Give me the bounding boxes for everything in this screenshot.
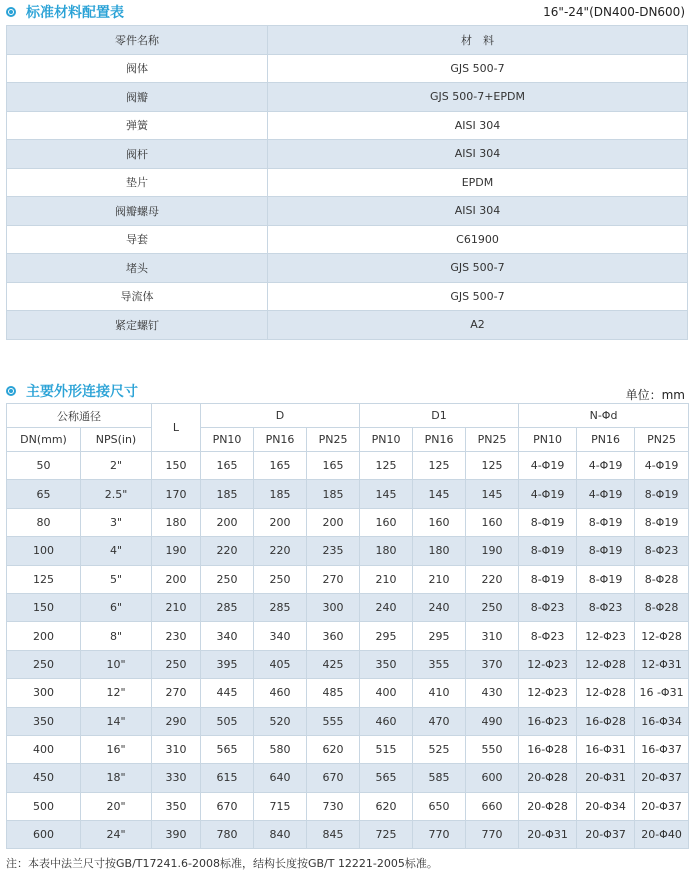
header-nominal-size: 公称通径 bbox=[7, 404, 152, 428]
table-cell: 650 bbox=[413, 792, 466, 820]
table-cell: 200 bbox=[201, 508, 254, 536]
table-cell: 405 bbox=[254, 650, 307, 678]
table-cell: 165 bbox=[254, 452, 307, 480]
table-cell: 520 bbox=[254, 707, 307, 735]
table-cell: 8-Φ19 bbox=[577, 508, 635, 536]
table-row bbox=[7, 792, 689, 820]
table-cell: 160 bbox=[360, 508, 413, 536]
subheader-n-pn10: PN10 bbox=[519, 428, 577, 452]
table-cell: 400 bbox=[360, 679, 413, 707]
col-header-material: 材 料 bbox=[268, 26, 688, 55]
table-cell: 185 bbox=[307, 480, 360, 508]
table-cell: 640 bbox=[254, 764, 307, 792]
table-cell: 220 bbox=[201, 537, 254, 565]
dimensions-table bbox=[6, 403, 689, 849]
table-cell: 125 bbox=[360, 452, 413, 480]
table-cell: 300 bbox=[307, 593, 360, 621]
table-cell: 180 bbox=[152, 508, 201, 536]
table-cell: 190 bbox=[152, 537, 201, 565]
table-cell: 185 bbox=[201, 480, 254, 508]
subheader-d-pn10: PN10 bbox=[201, 428, 254, 452]
part-name-cell: 阀体 bbox=[7, 54, 268, 83]
table-cell: 780 bbox=[201, 821, 254, 849]
table-cell: 170 bbox=[152, 480, 201, 508]
table-row bbox=[7, 54, 688, 83]
table-cell: 620 bbox=[360, 792, 413, 820]
table-cell: 5" bbox=[81, 565, 152, 593]
table-cell: 210 bbox=[413, 565, 466, 593]
table-cell: 16" bbox=[81, 735, 152, 763]
table-cell: 330 bbox=[152, 764, 201, 792]
table-cell: 395 bbox=[201, 650, 254, 678]
table-cell: 12-Φ23 bbox=[519, 650, 577, 678]
table-cell: 145 bbox=[466, 480, 519, 508]
table-cell: 8-Φ19 bbox=[635, 508, 689, 536]
table-cell: 310 bbox=[466, 622, 519, 650]
table-row bbox=[7, 593, 689, 621]
header-length: L bbox=[152, 404, 201, 452]
material-cell: GJS 500-7 bbox=[268, 254, 688, 283]
table-cell: 485 bbox=[307, 679, 360, 707]
table-cell: 2.5" bbox=[81, 480, 152, 508]
table-cell: 4-Φ19 bbox=[519, 452, 577, 480]
table-cell: 20-Φ37 bbox=[635, 764, 689, 792]
table-cell: 240 bbox=[413, 593, 466, 621]
table-cell: 350 bbox=[152, 792, 201, 820]
table-cell: 670 bbox=[201, 792, 254, 820]
table-cell: 150 bbox=[7, 593, 81, 621]
table-row bbox=[7, 254, 688, 283]
table-cell: 400 bbox=[7, 735, 81, 763]
table-cell: 340 bbox=[254, 622, 307, 650]
table-cell: 845 bbox=[307, 821, 360, 849]
header-bolt-holes: N-Φd bbox=[519, 404, 689, 428]
part-name-cell: 阀瓣螺母 bbox=[7, 197, 268, 226]
table-cell: 470 bbox=[413, 707, 466, 735]
header-d: D bbox=[201, 404, 360, 428]
table-row bbox=[7, 679, 689, 707]
table-cell: 390 bbox=[152, 821, 201, 849]
table-cell: 12-Φ23 bbox=[577, 622, 635, 650]
table-cell: 285 bbox=[254, 593, 307, 621]
table-cell: 270 bbox=[307, 565, 360, 593]
table-row bbox=[7, 821, 689, 849]
part-name-cell: 垫片 bbox=[7, 168, 268, 197]
table-cell: 235 bbox=[307, 537, 360, 565]
part-name-cell: 导流体 bbox=[7, 282, 268, 311]
table-cell: 160 bbox=[413, 508, 466, 536]
table-cell: 250 bbox=[466, 593, 519, 621]
subheader-d1-pn16: PN16 bbox=[413, 428, 466, 452]
table-cell: 460 bbox=[254, 679, 307, 707]
table-row bbox=[7, 197, 688, 226]
bullet-circle-icon bbox=[6, 386, 16, 396]
table-cell: 4-Φ19 bbox=[577, 452, 635, 480]
table-cell: 16-Φ31 bbox=[577, 735, 635, 763]
table-cell: 600 bbox=[7, 821, 81, 849]
table-cell: 20-Φ28 bbox=[519, 764, 577, 792]
table-cell: 370 bbox=[466, 650, 519, 678]
part-name-cell: 堵头 bbox=[7, 254, 268, 283]
table-cell: 565 bbox=[360, 764, 413, 792]
table-cell: 165 bbox=[201, 452, 254, 480]
table-row bbox=[7, 225, 688, 254]
table-cell: 450 bbox=[7, 764, 81, 792]
table-row bbox=[7, 452, 689, 480]
table-cell: 8-Φ19 bbox=[519, 565, 577, 593]
table-cell: 65 bbox=[7, 480, 81, 508]
table-cell: 12-Φ28 bbox=[577, 679, 635, 707]
table-cell: 250 bbox=[7, 650, 81, 678]
table-cell: 8-Φ28 bbox=[635, 593, 689, 621]
table-cell: 840 bbox=[254, 821, 307, 849]
table-cell: 16-Φ23 bbox=[519, 707, 577, 735]
part-name-cell: 弹簧 bbox=[7, 111, 268, 140]
table-cell: 3" bbox=[81, 508, 152, 536]
dimensions-section-header bbox=[6, 381, 138, 401]
table-cell: 285 bbox=[201, 593, 254, 621]
table-cell: 250 bbox=[201, 565, 254, 593]
table-cell: 50 bbox=[7, 452, 81, 480]
table-cell: 24" bbox=[81, 821, 152, 849]
table-cell: 125 bbox=[466, 452, 519, 480]
table-cell: 445 bbox=[201, 679, 254, 707]
dimensions-title: 主要外形连接尺寸 bbox=[26, 384, 138, 400]
table-cell: 16 -Φ31 bbox=[635, 679, 689, 707]
table-cell: 200 bbox=[254, 508, 307, 536]
part-name-cell: 导套 bbox=[7, 225, 268, 254]
subheader-dn: DN(mm) bbox=[7, 428, 81, 452]
table-cell: 200 bbox=[7, 622, 81, 650]
size-range: 16"-24"(DN400-DN600) bbox=[543, 5, 685, 19]
table-cell: 670 bbox=[307, 764, 360, 792]
table-cell: 515 bbox=[360, 735, 413, 763]
table-cell: 715 bbox=[254, 792, 307, 820]
table-cell: 300 bbox=[7, 679, 81, 707]
table-cell: 410 bbox=[413, 679, 466, 707]
table-cell: 6" bbox=[81, 593, 152, 621]
table-cell: 20-Φ40 bbox=[635, 821, 689, 849]
table-cell: 20-Φ31 bbox=[577, 764, 635, 792]
subheader-d-pn25: PN25 bbox=[307, 428, 360, 452]
table-row bbox=[7, 537, 689, 565]
table-cell: 340 bbox=[201, 622, 254, 650]
table-cell: 310 bbox=[152, 735, 201, 763]
table-cell: 8" bbox=[81, 622, 152, 650]
table-row bbox=[7, 140, 688, 169]
table-cell: 220 bbox=[254, 537, 307, 565]
table-row bbox=[7, 565, 689, 593]
table-cell: 565 bbox=[201, 735, 254, 763]
subheader-d1-pn25: PN25 bbox=[466, 428, 519, 452]
materials-section-header bbox=[6, 2, 124, 22]
table-cell: 20-Φ31 bbox=[519, 821, 577, 849]
table-cell: 80 bbox=[7, 508, 81, 536]
table-cell: 490 bbox=[466, 707, 519, 735]
materials-title: 标准材料配置表 bbox=[26, 5, 124, 21]
table-row bbox=[7, 650, 689, 678]
table-cell: 615 bbox=[201, 764, 254, 792]
table-cell: 350 bbox=[360, 650, 413, 678]
part-name-cell: 阀瓣 bbox=[7, 83, 268, 112]
table-cell: 600 bbox=[466, 764, 519, 792]
table-cell: 250 bbox=[254, 565, 307, 593]
table-cell: 8-Φ19 bbox=[519, 537, 577, 565]
table-cell: 500 bbox=[7, 792, 81, 820]
material-cell: AISI 304 bbox=[268, 140, 688, 169]
table-cell: 295 bbox=[360, 622, 413, 650]
table-cell: 210 bbox=[152, 593, 201, 621]
table-cell: 125 bbox=[7, 565, 81, 593]
table-row bbox=[7, 764, 689, 792]
table-cell: 525 bbox=[413, 735, 466, 763]
table-cell: 270 bbox=[152, 679, 201, 707]
table-cell: 190 bbox=[466, 537, 519, 565]
table-cell: 200 bbox=[152, 565, 201, 593]
table-cell: 20-Φ28 bbox=[519, 792, 577, 820]
table-cell: 145 bbox=[413, 480, 466, 508]
table-row bbox=[7, 168, 688, 197]
table-cell: 360 bbox=[307, 622, 360, 650]
table-row bbox=[7, 707, 689, 735]
table-cell: 555 bbox=[307, 707, 360, 735]
table-cell: 12-Φ31 bbox=[635, 650, 689, 678]
bullet-circle-icon bbox=[6, 7, 16, 17]
table-cell: 12-Φ28 bbox=[577, 650, 635, 678]
table-row bbox=[7, 282, 688, 311]
table-cell: 12" bbox=[81, 679, 152, 707]
table-cell: 8-Φ23 bbox=[519, 622, 577, 650]
table-cell: 145 bbox=[360, 480, 413, 508]
table-cell: 8-Φ23 bbox=[577, 593, 635, 621]
table-cell: 220 bbox=[466, 565, 519, 593]
table-cell: 12-Φ28 bbox=[635, 622, 689, 650]
table-cell: 350 bbox=[7, 707, 81, 735]
table-cell: 16-Φ37 bbox=[635, 735, 689, 763]
table-row bbox=[7, 508, 689, 536]
table-cell: 16-Φ34 bbox=[635, 707, 689, 735]
table-cell: 8-Φ19 bbox=[519, 508, 577, 536]
table-cell: 18" bbox=[81, 764, 152, 792]
table-cell: 16-Φ28 bbox=[519, 735, 577, 763]
table-cell: 550 bbox=[466, 735, 519, 763]
table-cell: 660 bbox=[466, 792, 519, 820]
material-cell: GJS 500-7 bbox=[268, 54, 688, 83]
table-cell: 430 bbox=[466, 679, 519, 707]
table-cell: 8-Φ28 bbox=[635, 565, 689, 593]
subheader-d1-pn10: PN10 bbox=[360, 428, 413, 452]
table-cell: 210 bbox=[360, 565, 413, 593]
table-cell: 8-Φ19 bbox=[577, 565, 635, 593]
col-header-part-name: 零件名称 bbox=[7, 26, 268, 55]
subheader-n-pn16: PN16 bbox=[577, 428, 635, 452]
table-cell: 12-Φ23 bbox=[519, 679, 577, 707]
table-cell: 585 bbox=[413, 764, 466, 792]
table-cell: 240 bbox=[360, 593, 413, 621]
table-cell: 2" bbox=[81, 452, 152, 480]
unit-label: 单位：mm bbox=[625, 388, 685, 402]
table-cell: 460 bbox=[360, 707, 413, 735]
table-cell: 725 bbox=[360, 821, 413, 849]
table-cell: 770 bbox=[466, 821, 519, 849]
part-name-cell: 紧定螺钉 bbox=[7, 311, 268, 340]
table-cell: 200 bbox=[307, 508, 360, 536]
table-cell: 505 bbox=[201, 707, 254, 735]
table-cell: 14" bbox=[81, 707, 152, 735]
table-row bbox=[7, 83, 688, 112]
table-cell: 150 bbox=[152, 452, 201, 480]
table-cell: 20" bbox=[81, 792, 152, 820]
table-cell: 4" bbox=[81, 537, 152, 565]
table-cell: 180 bbox=[360, 537, 413, 565]
material-cell: AISI 304 bbox=[268, 197, 688, 226]
table-cell: 165 bbox=[307, 452, 360, 480]
table-cell: 295 bbox=[413, 622, 466, 650]
table-row bbox=[7, 735, 689, 763]
table-cell: 770 bbox=[413, 821, 466, 849]
table-cell: 4-Φ19 bbox=[635, 452, 689, 480]
standards-footnote: 注：本表中法兰尺寸按GB/T17241.6-2008标准，结构长度按GB/T 12221-2005标准。 bbox=[6, 857, 438, 870]
table-cell: 20-Φ37 bbox=[577, 821, 635, 849]
table-cell: 16-Φ28 bbox=[577, 707, 635, 735]
table-cell: 730 bbox=[307, 792, 360, 820]
table-row bbox=[7, 311, 688, 340]
table-cell: 100 bbox=[7, 537, 81, 565]
material-cell: GJS 500-7 bbox=[268, 282, 688, 311]
table-cell: 180 bbox=[413, 537, 466, 565]
table-cell: 4-Φ19 bbox=[519, 480, 577, 508]
table-cell: 20-Φ37 bbox=[635, 792, 689, 820]
table-row bbox=[7, 480, 689, 508]
subheader-d-pn16: PN16 bbox=[254, 428, 307, 452]
table-cell: 230 bbox=[152, 622, 201, 650]
subheader-n-pn25: PN25 bbox=[635, 428, 689, 452]
table-cell: 160 bbox=[466, 508, 519, 536]
table-cell: 20-Φ34 bbox=[577, 792, 635, 820]
table-cell: 8-Φ19 bbox=[577, 537, 635, 565]
table-cell: 580 bbox=[254, 735, 307, 763]
table-cell: 425 bbox=[307, 650, 360, 678]
table-cell: 125 bbox=[413, 452, 466, 480]
material-cell: A2 bbox=[268, 311, 688, 340]
table-cell: 10" bbox=[81, 650, 152, 678]
table-cell: 250 bbox=[152, 650, 201, 678]
table-cell: 8-Φ23 bbox=[519, 593, 577, 621]
table-cell: 355 bbox=[413, 650, 466, 678]
materials-table bbox=[6, 25, 688, 340]
table-row bbox=[7, 622, 689, 650]
header-d1: D1 bbox=[360, 404, 519, 428]
material-cell: AISI 304 bbox=[268, 111, 688, 140]
table-cell: 290 bbox=[152, 707, 201, 735]
table-row bbox=[7, 111, 688, 140]
material-cell: C61900 bbox=[268, 225, 688, 254]
part-name-cell: 阀杆 bbox=[7, 140, 268, 169]
material-cell: EPDM bbox=[268, 168, 688, 197]
table-cell: 620 bbox=[307, 735, 360, 763]
table-cell: 4-Φ19 bbox=[577, 480, 635, 508]
table-cell: 8-Φ19 bbox=[635, 480, 689, 508]
table-cell: 185 bbox=[254, 480, 307, 508]
table-cell: 8-Φ23 bbox=[635, 537, 689, 565]
material-cell: GJS 500-7+EPDM bbox=[268, 83, 688, 112]
subheader-nps: NPS(in) bbox=[81, 428, 152, 452]
